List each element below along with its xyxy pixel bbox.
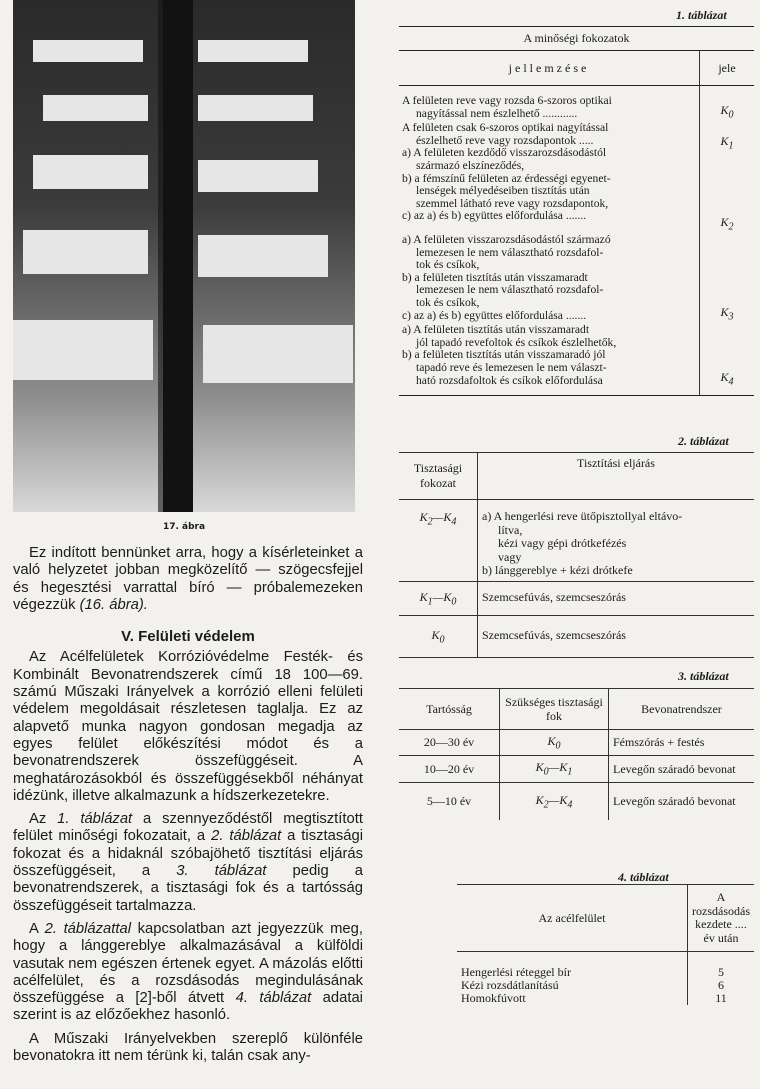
grade-k0-k1: $K_0—K_1$: [500, 756, 609, 782]
table3-label: 3. táblázat: [678, 669, 729, 683]
table2-row: $K_2—K_4$ a) A hengerlési reve ütőpisztollyal eltávo- lítva, kézi vagy gépi drótkefézés vagy b) lánggereblye + kézi drótkefe: [399, 500, 754, 582]
table4-col-surface: Az acélfelület: [457, 885, 688, 952]
table3-col-durability: Tartósság: [399, 689, 500, 730]
table1-row: a) A felületen visszarozsdásodástól származó lemezesen le nem választható rozsdafol- tok és csíkok, b) a felületen tisztítás után visszamaradt lemezesen le nem választható rozsdafol- tok és csíkok, c) az a) és b) együttes előfordulása ....... $K_3$: [399, 233, 754, 323]
table-3: [399, 688, 754, 820]
table1-col-sign: jele: [700, 51, 755, 86]
table1-col-desc: jellemzése: [508, 61, 590, 75]
table2-label: 2. táblázat: [678, 434, 729, 448]
sign-k4: $K_4$: [700, 323, 755, 395]
paragraph-4: A 2. táblázattal kapcsolatban azt jegyezzük meg, hogy a lánggereblye alkalmazásával a külföldi vasutak nem egészen értenek egyet. A mázolás előtti acélfelület, és a rozsdásodás megindulásának összefüggése a [2]-ből átvett 4. táblázat adatai szerint is az előzőekhez hasonló.: [13, 920, 363, 1024]
table1-title: A minőségi fokozatok: [523, 31, 630, 45]
paragraph-3: Az 1. táblázat a szennyeződéstől megtisztított felület minőségi fokozatait, a 2. táblázat a tisztasági fokozat és a hidaknál szóbajöhető tisztítási eljárás összefüggéseit, a 3. táblázat pedig a bevonatrendszerek, a tisztasági fok és a tartósság összefüggéseit tartalmazza.: [13, 811, 363, 914]
table2-row: $K_0$ Szemcsefúvás, szemcseszórás: [399, 615, 754, 657]
table3-row: 20—30 év $K_0$ Fémszórás + festés: [399, 730, 754, 756]
table3-col-system: Bevonatrendszer: [609, 689, 755, 730]
table4-row: Homokfúvott 11: [457, 992, 754, 1005]
table-1: [399, 26, 754, 397]
grade-k2-k4: $K_2—K_4$: [500, 782, 609, 820]
table4-row: Hengerlési réteggel bír 5: [457, 952, 754, 980]
paragraph-5: A Műszaki Irányelvekben szereplő különféle bevonatokra itt nem térünk ki, talán csak any-: [13, 1030, 363, 1065]
figure-17-photo: [13, 0, 355, 512]
sign-k1: $K_1$ $K_2$: [700, 121, 755, 233]
table1-row: A felületen reve vagy rozsda 6-szoros optikai nagyítással nem észlelhető ............ $K_0$: [399, 94, 754, 121]
paragraph-2: Az Acélfelületek Korrózióvédelme Festék- és Kombinált Bevonatrendszerek című 18 100—69. számú Műszaki Irányelvek a korrózió elleni felületi védelem megoldásait részletesen taglalja. Ez az alapvető munka nagyon gondosan megadja az egyes felület előkészítési módot és a bevonatrendszerek összefüggéseit. A meghatározásokból és összefüggésekből néhányat idézünk, illetve alkalmazunk a hídszerkezetekre.: [13, 649, 363, 804]
grade-k1-k0: $K_1—K_0$: [399, 581, 478, 615]
table3-col-grade: Szükséges tisztasági fok: [500, 689, 609, 730]
table2-row: $K_1—K_0$ Szemcsefúvás, szemcseszórás: [399, 581, 754, 615]
grade-k0: $K_0$: [399, 615, 478, 657]
section-heading: V. Felületi védelem: [121, 628, 255, 646]
table3-row: 10—20 év $K_0—K_1$ Levegőn száradó bevonat: [399, 756, 754, 782]
body-text: [13, 545, 363, 1071]
table4-label: 4. táblázat: [618, 870, 669, 884]
table1-row: A felületen csak 6-szoros optikai nagyítással észlelhető reve vagy rozsdapontok ..... a) A felületen kezdődő visszarozsdásodástól származó elszíneződés, b) a fémszínű felületen az érdességi egyenet- lenségek mélyedéseiben tisztítás után szemmel látható reve vagy rozsdapontok, c) az a) és b) együttes előfordulása ....... $K_1$ $K_2$: [399, 121, 754, 233]
grade-k0: $K_0$: [500, 730, 609, 756]
grade-k2-k4: $K_2—K_4$: [399, 500, 478, 582]
sign-k0: $K_0$: [700, 94, 755, 121]
table-2: [399, 452, 754, 658]
paragraph-1: Ez indított bennünket arra, hogy a kísérleteinket a való helyzetet jobban megközelítő — szögecsfejjel és hegesztési varrattal bíró — próbalemezeken végezzük (16. ábra).: [13, 545, 363, 613]
table3-row: 5—10 év $K_2—K_4$ Levegőn száradó bevonat: [399, 782, 754, 820]
figure-caption: 17. ábra: [162, 522, 206, 532]
table4-col-onset: A rozsdásodás kezdete .... év után: [688, 885, 755, 952]
sign-k3: $K_3$: [700, 233, 755, 323]
table2-col-method: Tisztítási eljárás: [478, 453, 755, 500]
table2-col-grade: Tisztasági fokozat: [399, 453, 478, 500]
table-4: [457, 884, 754, 1005]
table1-row: a) A felületen tisztítás után visszamaradt jól tapadó revefoltok és csíkok észlelhetők, b) a felületen tisztítás után visszamaradó jól tapadó reve és lemezesen le nem választ- ható rozsdafoltok és csíkok előfordulása $K_4$: [399, 323, 754, 395]
table4-row: Kézi rozsdátlanítású 6: [457, 979, 754, 992]
table1-label: 1. táblázat: [676, 8, 727, 22]
